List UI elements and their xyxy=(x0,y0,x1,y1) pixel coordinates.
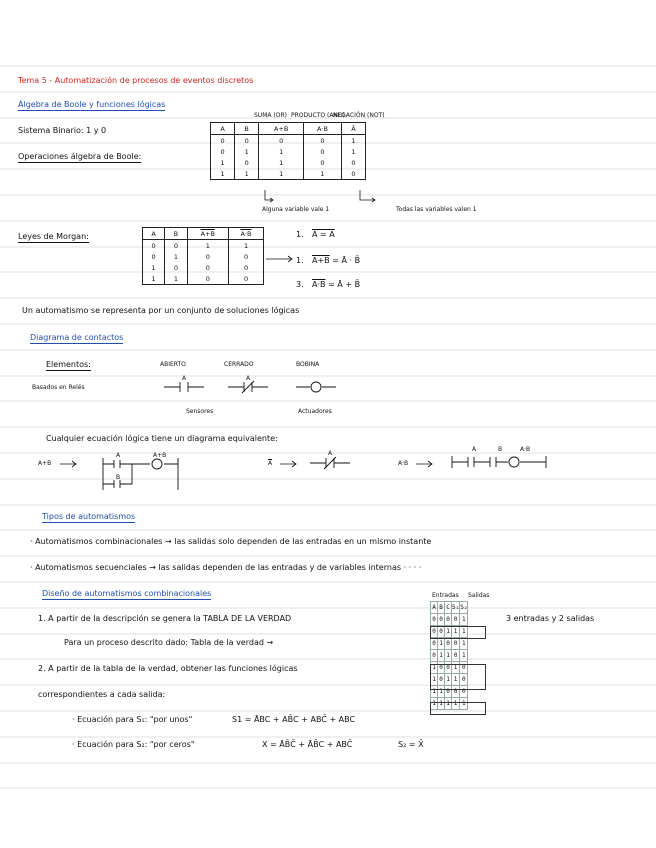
morgan-law-1 xyxy=(312,230,335,240)
table-cell: 1 xyxy=(341,146,365,157)
note-or: Alguna variable vale 1 xyxy=(262,206,330,213)
truth-table xyxy=(430,601,468,710)
table-cell: 0 xyxy=(452,650,460,662)
col-title-not: NEGACIÓN (NOT) xyxy=(333,112,385,119)
table-cell: 1 xyxy=(445,674,452,686)
io-count-note: 3 entradas y 2 salidas xyxy=(506,614,595,623)
open-contact-symbol xyxy=(164,380,204,394)
table-cell: 0 xyxy=(165,240,187,252)
table-cell: 0 xyxy=(460,686,468,698)
table-cell: 0 xyxy=(229,273,264,285)
table-cell: 1 xyxy=(452,698,460,710)
open-contact-label: ABIERTO xyxy=(160,361,186,368)
table-cell: 0 xyxy=(438,626,445,638)
table-cell: 1 xyxy=(460,614,468,626)
eq-sum-label: A+B xyxy=(38,460,52,467)
sum-coil-label: A+B xyxy=(153,452,167,459)
binary-system-text: Sistema Binario: 1 y 0 xyxy=(18,126,107,135)
sum-contact-b: B xyxy=(116,474,121,481)
table-cell: 1 xyxy=(438,686,445,698)
sequential-text: · Automatismos secuenciales → las salidas dependen de las entradas y de variables internas · · · · xyxy=(30,563,422,572)
table-header: B xyxy=(438,602,445,614)
table-header: S₁ xyxy=(452,602,460,614)
eq-prod-label: A·B xyxy=(398,460,409,467)
table-cell: 1 xyxy=(229,240,264,252)
sum-ladder-diagram xyxy=(98,456,184,492)
eq-prod-arrow xyxy=(416,460,436,468)
law3-lhs: A·B xyxy=(312,280,326,289)
table-cell: 0 xyxy=(187,273,229,285)
table-cell: 0 xyxy=(211,135,235,147)
morgan-table xyxy=(142,227,264,285)
table-cell: 0 xyxy=(187,251,229,262)
table-cell: 1 xyxy=(438,650,445,662)
table-cell: 1 xyxy=(235,168,259,180)
operations-label: Operaciones álgebra de Boole: xyxy=(18,152,142,161)
table-cell: 1 xyxy=(452,662,460,674)
table-cell: 1 xyxy=(445,626,452,638)
table-cell: 0 xyxy=(452,638,460,650)
table-cell: 0 xyxy=(229,262,264,273)
table-header: A·B xyxy=(229,228,264,240)
equivalent-diagram-text: Cualquier ecuación lógica tiene un diagrama equivalente: xyxy=(46,434,278,443)
table-row xyxy=(431,638,468,650)
based-on-text: Basados en Relés xyxy=(32,384,85,391)
table-cell: 1 xyxy=(460,626,468,638)
contact-a-label-closed: A xyxy=(246,375,251,382)
morgan-law-3 xyxy=(312,280,360,290)
prod-contact-b: B xyxy=(498,446,503,453)
table-header: B xyxy=(235,123,259,135)
morgan-law-1-num: 1. xyxy=(296,230,304,239)
boole-operations-table xyxy=(210,122,366,180)
table-cell: 1 xyxy=(235,146,259,157)
table-cell: 1 xyxy=(452,626,460,638)
equation-s1-label: · Ecuación para S₁: "por unos" xyxy=(72,715,193,724)
eq-not-label: $\overline{Ā}$ xyxy=(268,460,273,467)
actuators-label: Actuadores xyxy=(298,408,332,415)
not-contact-symbol xyxy=(310,456,350,470)
table-cell: 1 xyxy=(187,240,229,252)
table-cell: 1 xyxy=(143,262,165,273)
law2-rhs: = Ā · B̄ xyxy=(332,256,361,265)
table-cell: 0 xyxy=(431,614,438,626)
truth-outputs-label: Salidas xyxy=(468,592,490,599)
table-cell: 1 xyxy=(259,146,304,157)
table-cell: 1 xyxy=(211,168,235,180)
note-and: Todas las variables valen 1 xyxy=(396,206,477,213)
table-cell: 1 xyxy=(431,662,438,674)
table-cell: 0 xyxy=(341,157,365,168)
eq-not-arrow xyxy=(280,460,300,468)
table-cell: 0 xyxy=(304,135,342,147)
law3-rhs: = Ā + B̄ xyxy=(328,280,361,289)
table-cell: 1 xyxy=(438,638,445,650)
table-header: C xyxy=(445,602,452,614)
table-cell: 1 xyxy=(460,638,468,650)
table-row xyxy=(431,614,468,626)
elements-label: Elementos: xyxy=(46,360,91,369)
table-cell: 0 xyxy=(259,135,304,147)
table-cell: 1 xyxy=(304,168,342,180)
section-heading-types: Tipos de automatismos xyxy=(42,512,136,521)
morgan-arrow xyxy=(266,254,294,264)
automatism-summary: Un automatismo se representa por un conjunto de soluciones lógicas xyxy=(22,306,300,315)
prod-coil-label: A·B xyxy=(520,446,531,453)
table-cell: 1 xyxy=(452,674,460,686)
table-cell: 0 xyxy=(341,168,365,180)
table-cell: 0 xyxy=(165,262,187,273)
morgan-law-2-num: 1. xyxy=(296,256,304,265)
table-row xyxy=(431,650,468,662)
table-cell: 0 xyxy=(445,686,452,698)
col-title-or: SUMA (OR) xyxy=(254,112,287,119)
table-cell: 1 xyxy=(165,273,187,285)
table-header: A+B xyxy=(187,228,229,240)
table-cell: 0 xyxy=(431,650,438,662)
table-header: A xyxy=(431,602,438,614)
table-cell: 0 xyxy=(235,157,259,168)
sensors-label: Sensores xyxy=(186,408,214,415)
table-cell: 0 xyxy=(229,251,264,262)
table-header: Ā xyxy=(341,123,365,135)
table-header: A xyxy=(143,228,165,240)
design-step-2: 2. A partir de la tabla de la verdad, obtener las funciones lógicas xyxy=(38,664,298,673)
equation-s2: X = ĀB̄C̄ + ĀB̄C + ABC̄ xyxy=(262,740,353,749)
table-cell: 0 xyxy=(445,662,452,674)
table-cell: 1 xyxy=(438,698,445,710)
law1-expr: A = A xyxy=(312,230,335,239)
table-cell: 0 xyxy=(452,686,460,698)
table-cell: 0 xyxy=(431,638,438,650)
truth-highlight-row-2 xyxy=(430,626,486,639)
section-heading-contacts: Diagrama de contactos xyxy=(30,333,124,342)
table-cell: 1 xyxy=(431,674,438,686)
equation-s1: S1 = ĀBC + AB̄C + ABC̄ + ABC xyxy=(232,715,356,724)
equation-s2-label: · Ecuación para S₂: "por ceros" xyxy=(72,740,195,749)
section-heading-boole: Álgebra de Boole y funciones lógicas xyxy=(18,100,166,109)
coil-label: BOBINA xyxy=(296,361,320,368)
table-header: A xyxy=(211,123,235,135)
morgan-law-3-num: 3. xyxy=(296,280,304,289)
table-cell: 0 xyxy=(304,157,342,168)
table-cell: 0 xyxy=(438,614,445,626)
closed-contact-label: CERRADO xyxy=(224,361,254,368)
contact-a-label-open: A xyxy=(182,375,187,382)
table-cell: 1 xyxy=(460,698,468,710)
table-cell: 0 xyxy=(452,614,460,626)
table-cell: 1 xyxy=(431,698,438,710)
design-step-1b: Para un proceso descrito dado: Tabla de la verdad → xyxy=(64,638,274,647)
table-cell: 0 xyxy=(460,674,468,686)
table-cell: 0 xyxy=(304,146,342,157)
section-heading-design: Diseño de automatismos combinacionales xyxy=(42,589,212,598)
col-title-and: PRODUCTO (AND) xyxy=(291,112,345,119)
table-cell: 1 xyxy=(431,686,438,698)
table-cell: 1 xyxy=(460,650,468,662)
table-cell: 0 xyxy=(187,262,229,273)
table-cell: 0 xyxy=(143,240,165,252)
table-cell: 1 xyxy=(445,698,452,710)
design-step-1: 1. A partir de la descripción se genera la TABLA DE LA VERDAD xyxy=(38,614,292,623)
table-cell: 1 xyxy=(165,251,187,262)
table-cell: 0 xyxy=(431,626,438,638)
equation-s2-output: S₂ = X̄ xyxy=(398,740,424,749)
table-cell: 1 xyxy=(259,168,304,180)
table-cell: 1 xyxy=(259,157,304,168)
combinational-text: · Automatismos combinacionales → las salidas solo dependen de las entradas en un mismo instante xyxy=(30,537,432,546)
table-header: A·B xyxy=(304,123,342,135)
table-cell: 1 xyxy=(445,650,452,662)
sum-contact-a: A xyxy=(116,452,121,459)
prod-ladder-diagram xyxy=(450,455,550,469)
table-cell: 0 xyxy=(438,674,445,686)
table-cell: 0 xyxy=(445,638,452,650)
table-cell: 0 xyxy=(460,662,468,674)
page-title: Tema 5 - Automatización de procesos de eventos discretos xyxy=(18,76,254,85)
law2-lhs: A+B xyxy=(312,256,330,265)
design-step-2b: correspondientes a cada salida: xyxy=(38,690,166,699)
morgan-label: Leyes de Morgan: xyxy=(18,232,89,241)
truth-highlight-row-8 xyxy=(430,702,486,715)
prod-contact-a: A xyxy=(472,446,477,453)
table-cell: 1 xyxy=(143,273,165,285)
coil-symbol xyxy=(296,380,336,394)
eq-sum-arrow xyxy=(60,460,80,468)
table-header: B xyxy=(165,228,187,240)
table-cell: 1 xyxy=(341,135,365,147)
closed-contact-symbol xyxy=(228,380,268,394)
not-contact-a: A xyxy=(328,450,333,457)
table-cell: 1 xyxy=(211,157,235,168)
truth-highlight-rows-5-6 xyxy=(430,664,486,690)
table-cell: 0 xyxy=(235,135,259,147)
morgan-law-2 xyxy=(312,256,360,266)
table-cell: 0 xyxy=(445,614,452,626)
table-cell: 0 xyxy=(438,662,445,674)
table-header: A+B xyxy=(259,123,304,135)
table-cell: 0 xyxy=(143,251,165,262)
table-cell: 0 xyxy=(211,146,235,157)
truth-inputs-label: Entradas xyxy=(432,592,459,599)
table-header: S₂ xyxy=(460,602,468,614)
